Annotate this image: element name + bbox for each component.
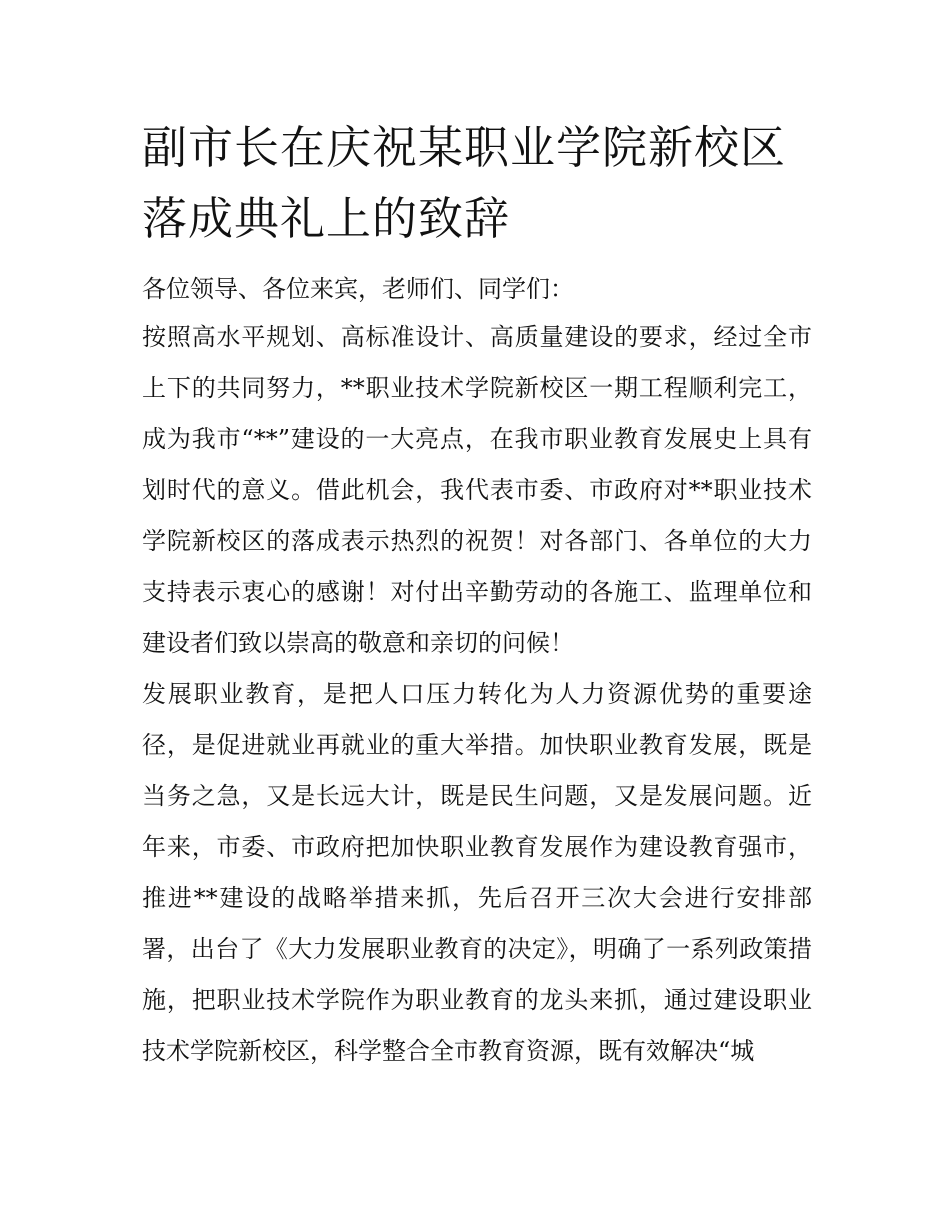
salutation: 各位领导、各位来宾，老师们、同学们： [142,275,574,303]
paragraph-2: 发展职业教育，是把人口压力转化为人力资源优势的重要途径，是促进就业再就业的重大举措。加快职业教育发展，既是当务之急，又是长远大计，既是民生问题，又是发展问题。近年来，市委、市政府把加快职业教育发展作为建设教育强市，推进**建设的战略举措来抓，先后召开三次大会进行安排部署，出台了《大力发展职业教育的决定》，明确了一系列政策措施，把职业技术学院作为职业教育的龙头来抓，通过建设职业技术学院新校区，科学整合全市教育资源，既有效解决“城 [142,680,812,1065]
document-body [142,266,812,1077]
document-content [142,112,812,1077]
paragraph-1: 按照高水平规划、高标准设计、高质量建设的要求，经过全市上下的共同努力，**职业技术学院新校区一期工程顺利完工，成为我市“**”建设的一大亮点，在我市职业教育发展史上具有划时代的意义。借此机会，我代表市委、市政府对**职业技术学院新校区的落成表示热烈的祝贺！对各部门、各单位的大力支持表示衷心的感谢！对付出辛勤劳动的各施工、监理单位和建设者们致以崇高的敬意和亲切的问候！ [142,323,812,657]
document-title: 副市长在庆祝某职业学院新校区落成典礼上的致辞 [142,121,787,245]
